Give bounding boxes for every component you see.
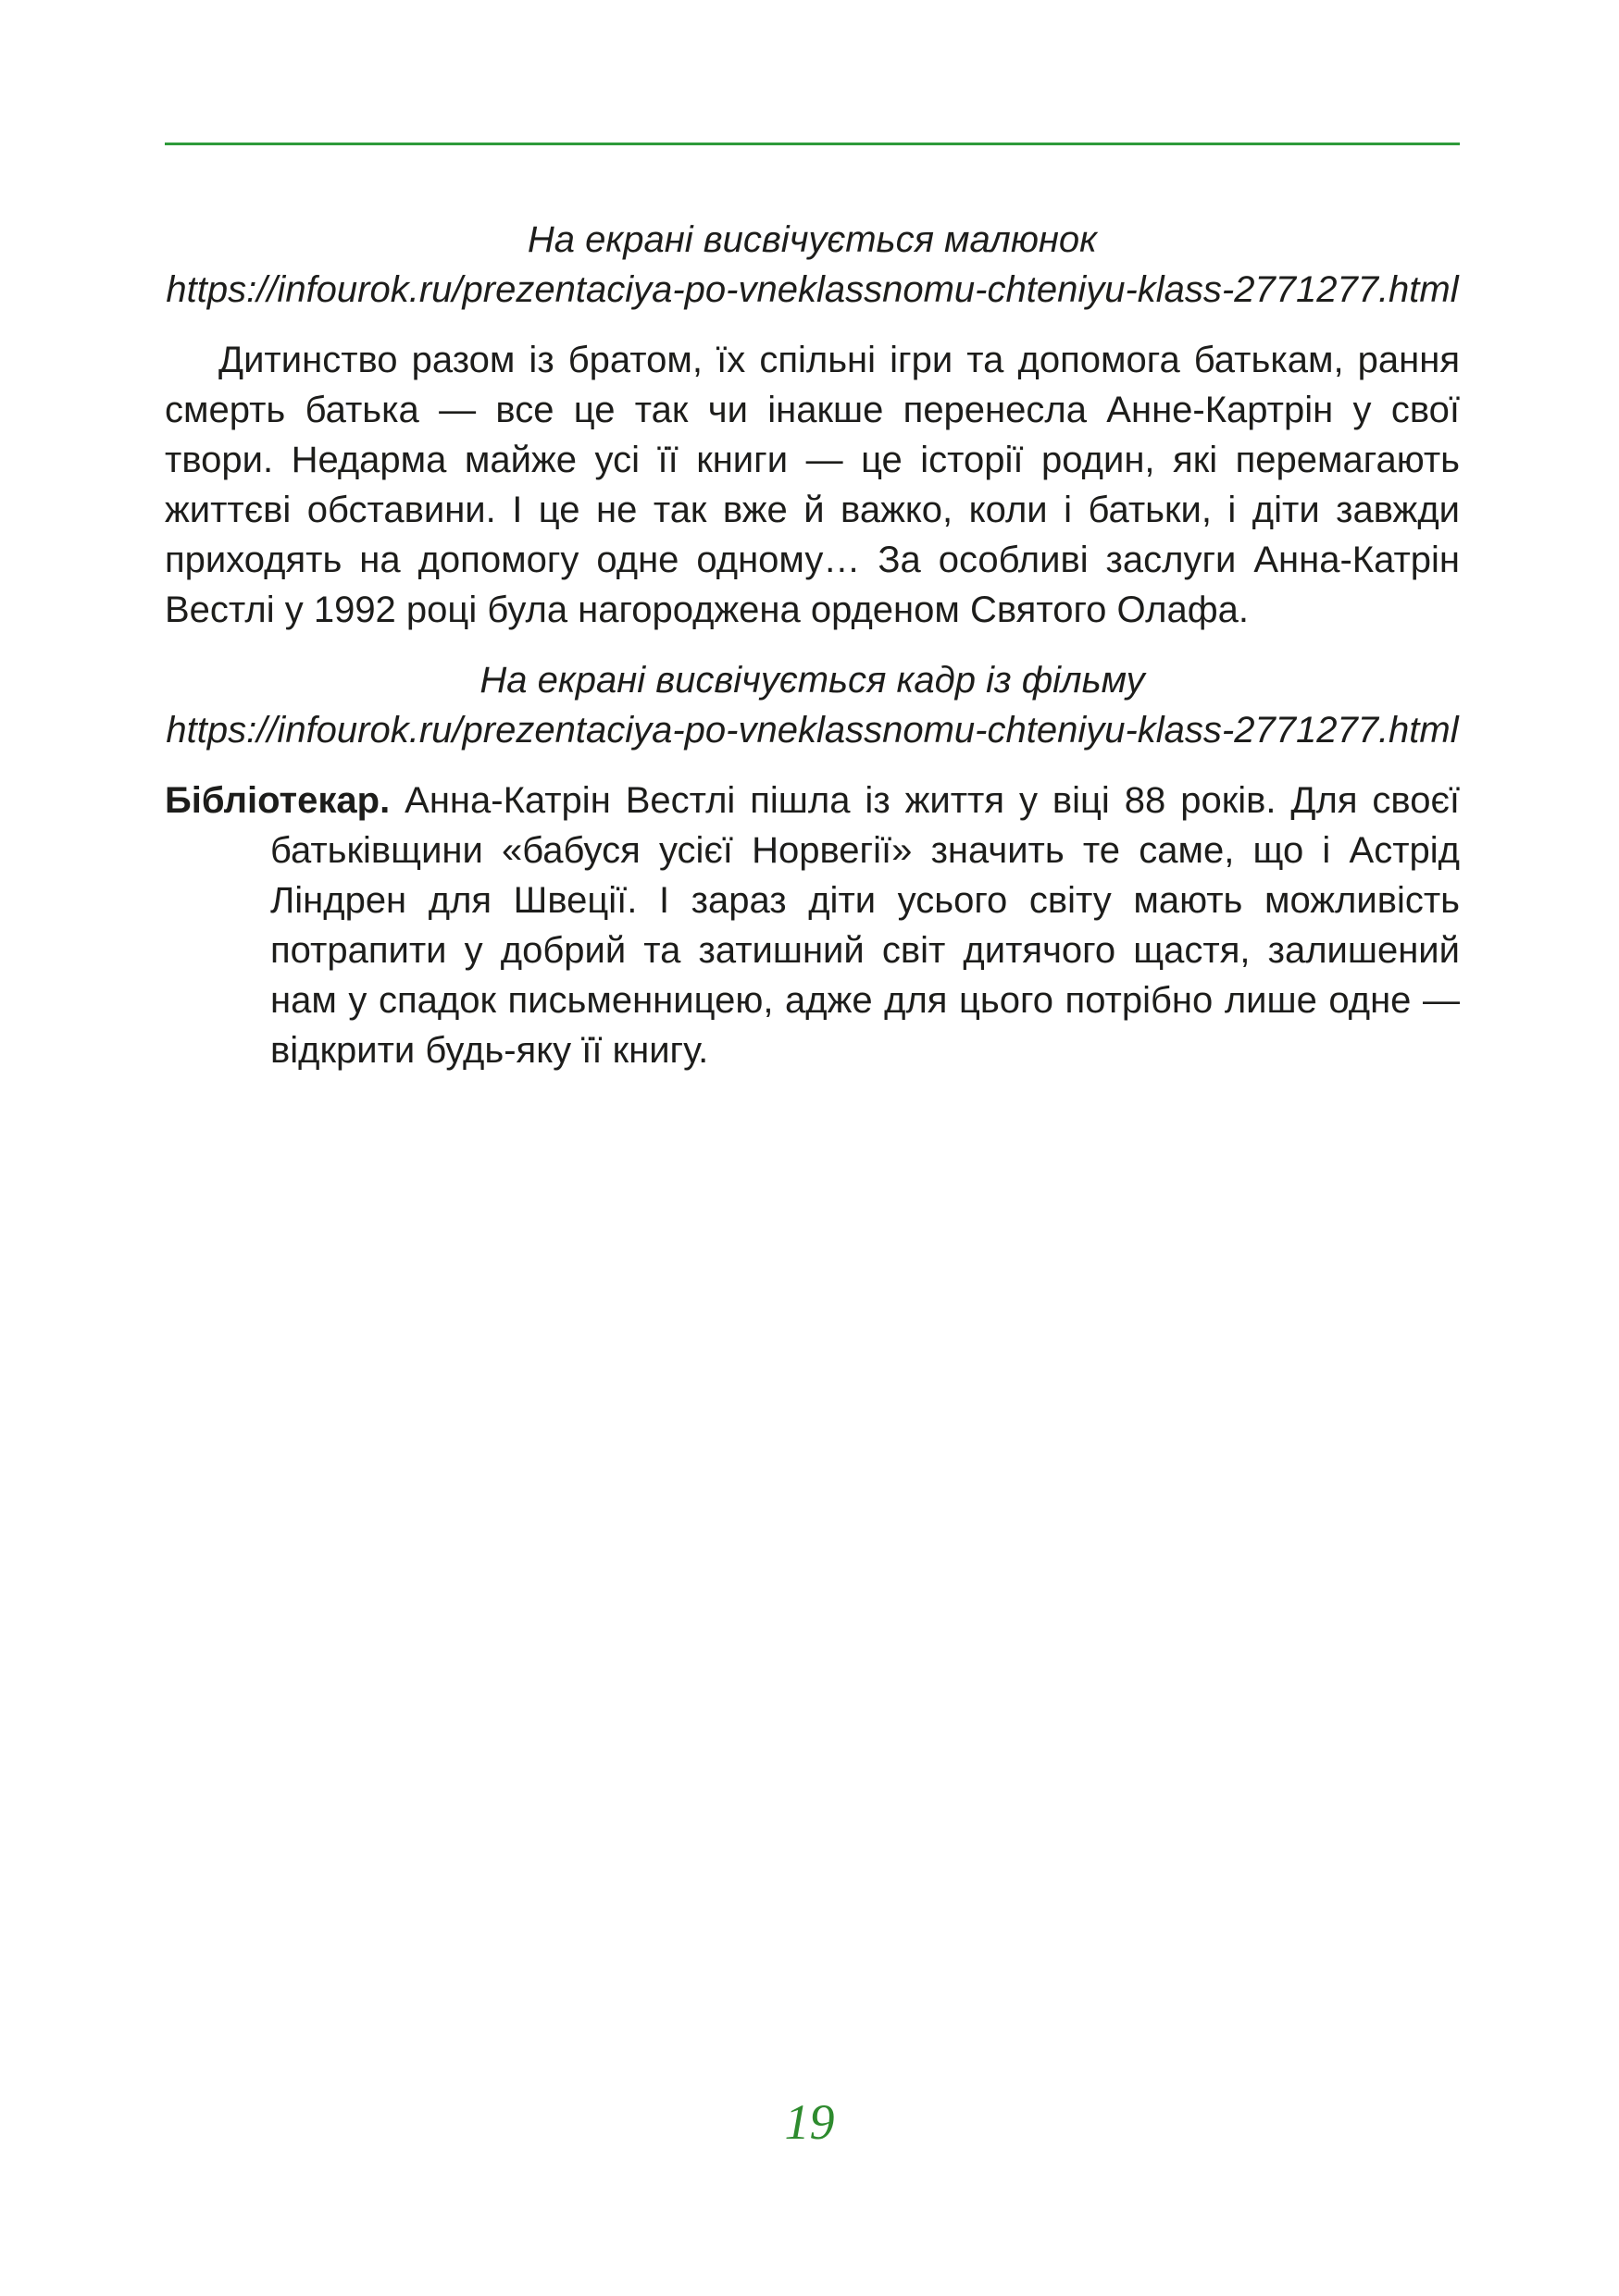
page-number: 19: [784, 2094, 835, 2150]
speaker-text: Анна-Катрін Вестлі пішла із життя у віці 88 років. Для своєї батьківщини «бабуся усієї Норвегії» значить те саме, що і Астрід Ліндрен для Швеції. І зараз діти усього світу мають можливість потрапити у добрий та затишний світ дитячого щастя, залишений нам у спадок письменницею, адже для цього потрібно лише одне — відкрити будь-яку її книгу.: [270, 780, 1460, 1071]
page-content: [165, 215, 1460, 1075]
caption-url: https://infourok.ru/prezentaciya-po-vneklassnomu-chteniyu-klass-2771277.html: [166, 269, 1459, 310]
caption-text: На екрані висвічується кадр із фільму: [479, 660, 1145, 701]
screen-caption-1: [165, 215, 1460, 315]
speaker-name: Бібліотекар.: [165, 780, 391, 821]
screen-caption-2: [165, 655, 1460, 755]
caption-url: https://infourok.ru/prezentaciya-po-vneklassnomu-chteniyu-klass-2771277.html: [166, 710, 1459, 751]
caption-text: На екрані висвічується малюнок: [527, 219, 1098, 260]
body-paragraph: Дитинство разом із братом, їх спільні ігри та допомога батькам, рання смерть батька — все це так чи інакше перенесла Анне-Картрін у свої твори. Недарма майже усі її книги — це історії родин, які перемагають життєві обставини. І це не так вже й важко, коли і батьки, і діти завжди приходять на допомогу одне одному… За особливі заслуги Анна-Катрін Вестлі у 1992 році була нагороджена орденом Святого Олафа.: [165, 340, 1460, 630]
header-rule: [165, 143, 1460, 145]
speaker-line: [165, 776, 1460, 1075]
